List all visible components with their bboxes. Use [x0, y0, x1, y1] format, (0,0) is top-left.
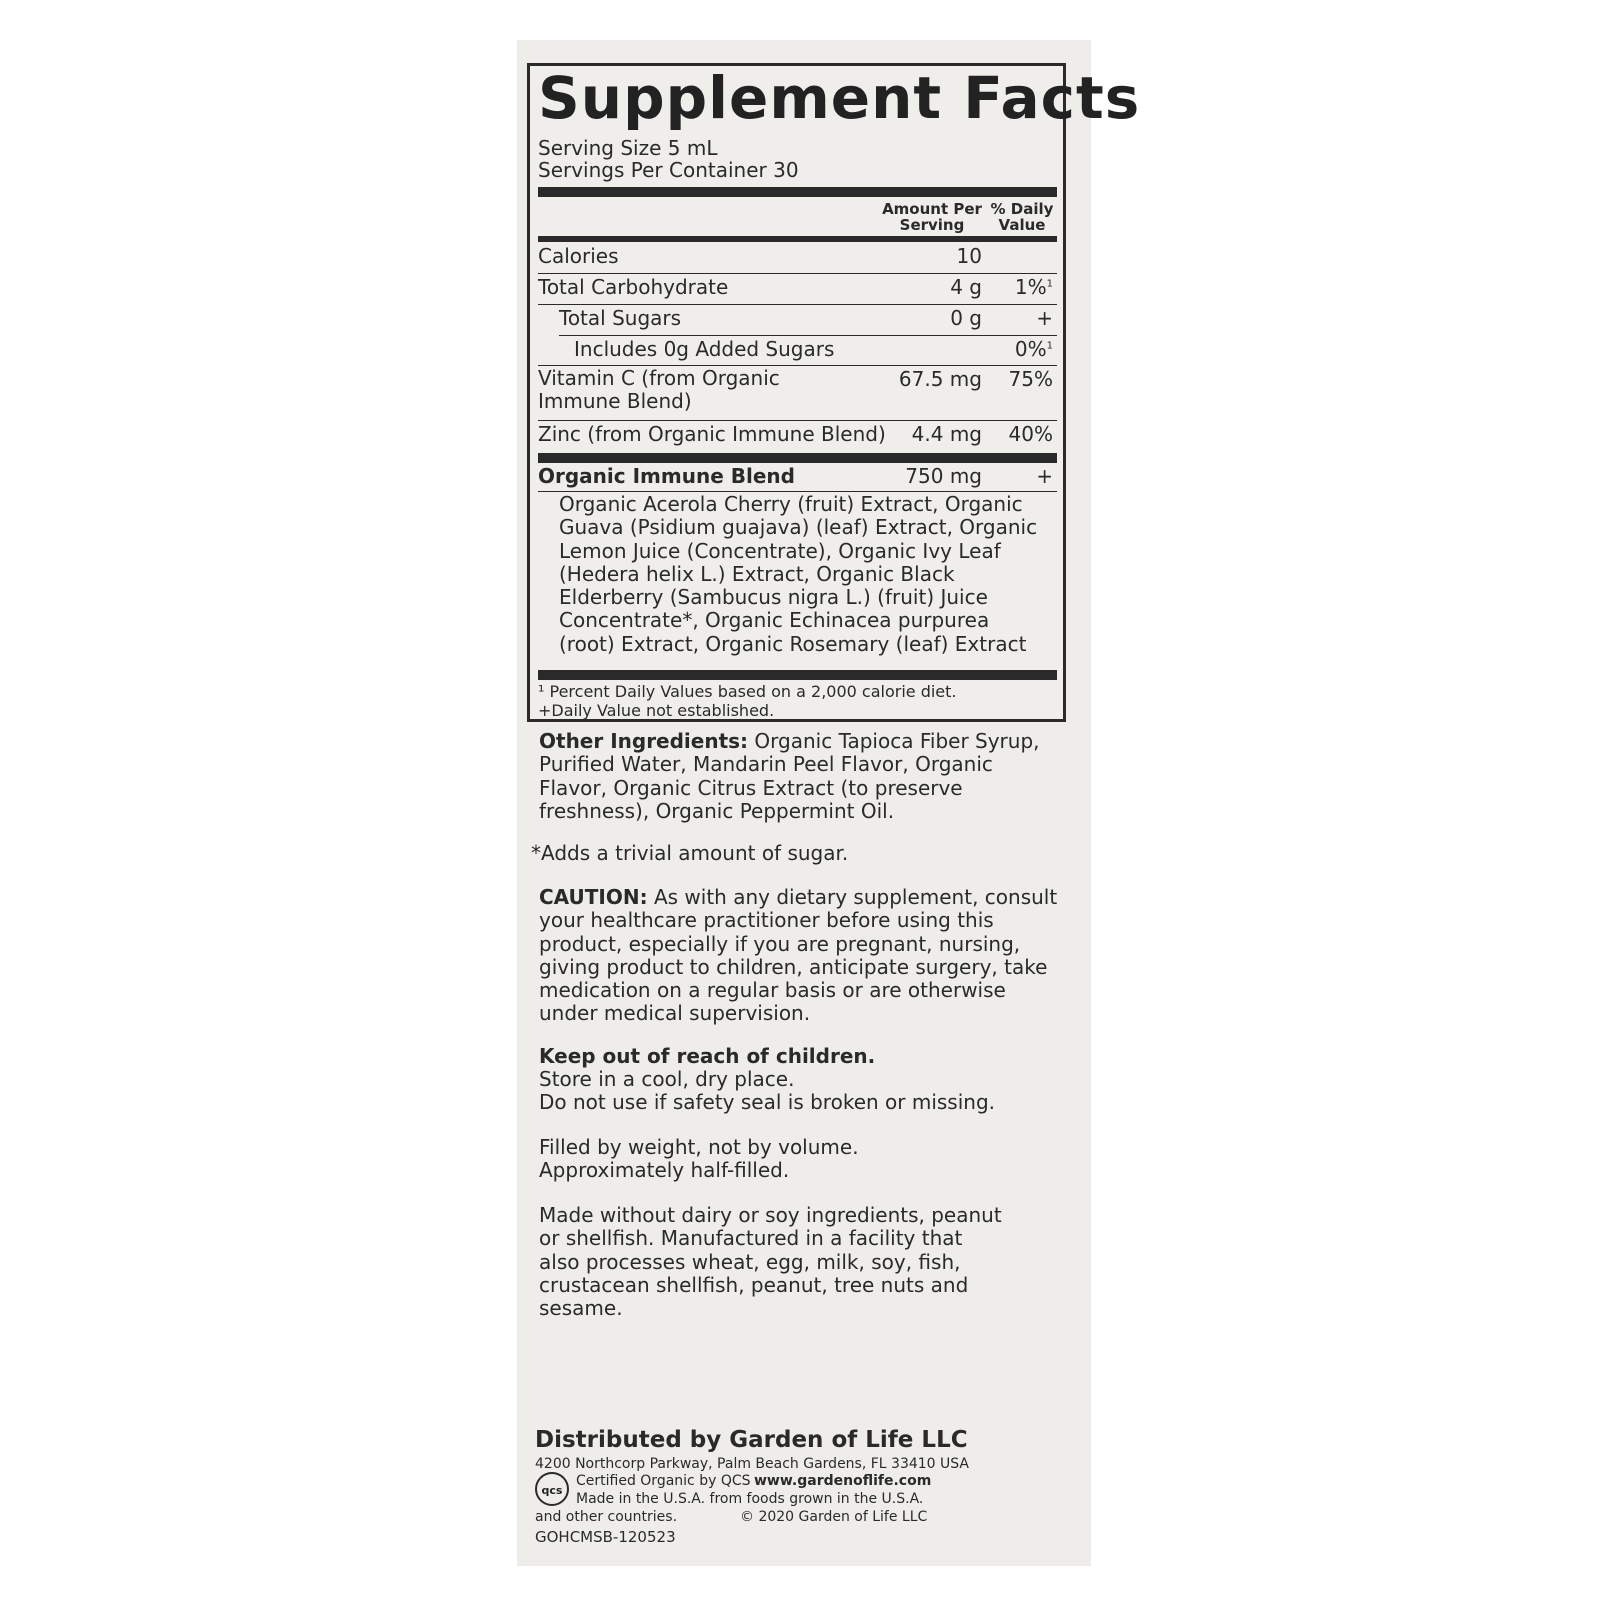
row-label: Total Sugars: [559, 306, 682, 330]
qcs-logo: qcs: [535, 1472, 569, 1506]
footnote-not-established: +Daily Value not established.: [538, 701, 775, 720]
website-link[interactable]: www.gardenoflife.com: [754, 1473, 932, 1489]
row-amount: 0 g: [950, 306, 982, 330]
row-divider: [559, 335, 1057, 336]
filled-weight: Filled by weight, not by volume.: [539, 1135, 859, 1159]
row-label: Includes 0g Added Sugars: [574, 337, 835, 361]
row-label: Vitamin C (from Organic Immune Blend): [538, 366, 780, 413]
row-divider: [538, 304, 1057, 305]
other-countries: and other countries.: [535, 1509, 678, 1525]
footnote-dv: ¹ Percent Daily Values based on a 2,000 calorie diet.: [538, 682, 957, 701]
row-amount: 10: [956, 244, 982, 268]
safety-seal: Do not use if safety seal is broken or missing.: [539, 1090, 996, 1114]
thick-divider: [538, 670, 1057, 680]
medium-divider: [538, 236, 1057, 242]
other-ingredients: Other Ingredients: Organic Tapioca Fiber Syrup, Purified Water, Mandarin Peel Flavor, Organic Flavor, Organic Citrus Extract (to preserve freshness), Organic Peppermint Oil.: [539, 729, 1040, 823]
row-divider: [538, 273, 1057, 274]
row-amount: 4 g: [950, 275, 982, 299]
blend-ingredients: Organic Acerola Cherry (fruit) Extract, Organic Guava (Psidium guajava) (leaf) Extract, Organic Lemon Juice (Concentrate), Organic Ivy Leaf (Hedera helix L.) Extract, Organic Black Elderberry (Sambucus nigra L.) (fruit) Juice Concentrate*, Organic Echinacea purpurea (root) Extract, Organic Rosemary (leaf) Extract: [559, 492, 1038, 656]
product-code: GOHCMSB-120523: [535, 1528, 676, 1546]
row-amount: 67.5 mg: [898, 367, 982, 391]
thick-divider: [538, 187, 1057, 197]
row-dv: 0%$^1$: [1014, 337, 1053, 361]
certified-organic: Certified Organic by QCS: [576, 1473, 751, 1489]
store: Store in a cool, dry place.: [539, 1067, 795, 1091]
supplement-facts-box: [527, 63, 1141, 722]
row-dv: 75%: [1008, 367, 1053, 391]
servings-per-container: Servings Per Container 30: [538, 158, 799, 182]
row-amount: 750 mg: [905, 464, 982, 488]
caution: CAUTION: As with any dietary supplement, consult your healthcare practitioner before using this product, especially if you are pregnant, nursing, giving product to children, anticipate surgery, take medication on a regular basis or are otherwise under medical supervision.: [539, 885, 1058, 1026]
serving-size: Serving Size 5 mL: [538, 136, 718, 160]
row-divider: [538, 420, 1057, 421]
thick-divider: [538, 453, 1057, 463]
row-dv: 1%$^1$: [1014, 275, 1053, 299]
half-filled: Approximately half-filled.: [539, 1158, 790, 1182]
amount-header: Amount Per Serving: [882, 200, 982, 234]
dv-header: % Daily Value: [990, 200, 1054, 234]
row-label: Zinc (from Organic Immune Blend): [538, 422, 886, 446]
row-label: Calories: [538, 244, 619, 268]
row-amount: 4.4 mg: [911, 422, 982, 446]
copyright: © 2020 Garden of Life LLC: [740, 1509, 928, 1525]
keep-out: Keep out of reach of children.: [539, 1044, 876, 1068]
row-dv: +: [1036, 306, 1053, 330]
distributor-title: Distributed by Garden of Life LLC: [535, 1427, 968, 1453]
sugar-note: *Adds a trivial amount of sugar.: [531, 841, 849, 865]
row-label: Organic Immune Blend: [538, 464, 795, 488]
row-label: Total Carbohydrate: [538, 275, 729, 299]
distributor-address: 4200 Northcorp Parkway, Palm Beach Gardens, FL 33410 USA: [535, 1456, 970, 1472]
made-in: Made in the U.S.A. from foods grown in the U.S.A.: [576, 1491, 924, 1507]
facts-title: Supplement Facts: [538, 64, 1141, 132]
row-dv: +: [1036, 464, 1053, 488]
row-dv: 40%: [1008, 422, 1053, 446]
allergen-statement: Made without dairy or soy ingredients, peanut or shellfish. Manufactured in a facility that also processes wheat, egg, milk, soy, fish, crustacean shellfish, peanut, tree nuts and sesame.: [539, 1203, 1002, 1321]
